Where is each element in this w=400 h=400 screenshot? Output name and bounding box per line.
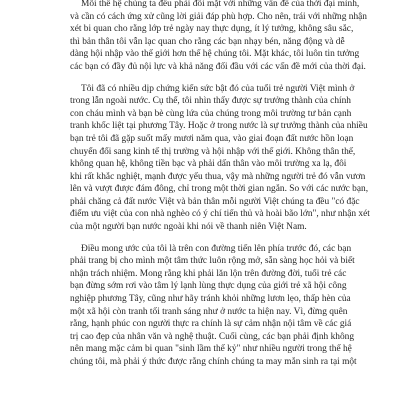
text-line: khi rất khắc nghiệt, mạnh được yếu thua, vậy mà những người trẻ đó vẫn vươn xyxy=(70,171,366,182)
paragraph-3 xyxy=(70,243,357,368)
text-line: dàng hội nhập vào thế giới hơn thế hệ chúng tôi. Mặt khác, tôi luôn tin tưởng xyxy=(70,49,360,60)
text-line: Tôi đã có nhiều dịp chứng kiến sức bật đó của tuổi trẻ người Việt mình ở xyxy=(81,83,355,94)
text-line: một xã hội còn tranh tối tranh sáng như ở nước ta hiện nay. Vì, đừng quên xyxy=(70,306,348,317)
text-line: bạn đừng sớm rơi vào tâm lý lạnh lùng thực dụng của giới trẻ xã hội công xyxy=(70,281,347,292)
text-line: phải trang bị cho mình một tâm thức luôn rộng mở, sẵn sàng học hỏi và biết xyxy=(70,256,355,267)
text-line: chúng tôi, mà phải ý thức được rằng chính chúng ta may mắn sinh ra tại một xyxy=(70,356,357,367)
text-line: chuyển đổi sang kinh tế thị trường và hội nhập với thế giới. Không thân thế, xyxy=(70,146,356,157)
text-line: thì bản thân tôi vẫn lạc quan cho rằng các bạn nhạy bén, năng động và dễ xyxy=(70,36,345,47)
text-line: tranh khốc liệt tại phương Tây. Hoặc ở trong nước là sự trưởng thành của nhiều xyxy=(70,121,368,132)
text-line: xét bi quan cho rằng lớp trẻ ngày nay thực dụng, ít lý tưởng, không sâu sắc, xyxy=(70,24,354,35)
paragraph-1 xyxy=(70,0,367,73)
text-line: nên mang mặc cảm bi quan "sinh lầm thế kỷ" như nhiều người trong thế hệ xyxy=(70,344,352,355)
text-line: Điều mong ước của tôi là trên con đường tiến lên phía trước đó, các bạn xyxy=(81,243,352,254)
text-line: bạn trẻ tôi đã gặp suốt mấy mươi năm qua, vào giai đoạn đất nước hồn loạn xyxy=(70,133,354,144)
text-line: lên và vượt được đám đông, chỉ trong một thời gian ngắn. So với các nước bạn, xyxy=(70,184,369,195)
text-line: điểm ưu việt của con nhà nghèo có ý chí tiến thủ và hoài bão lớn", như nhận xét xyxy=(70,209,370,220)
text-line: trong lẫn ngoài nước. Cụ thể, tôi nhìn thấy được sự trưởng thành của chính xyxy=(70,96,351,107)
text-line: Mỗi thế hệ chúng ta đều phải đối mặt với những vấn đề của thời đại mình, xyxy=(81,0,360,9)
text-line: trị cao đẹp của nhân văn và nghệ thuật. Cuối cùng, các bạn phải định không xyxy=(70,331,355,342)
text-line: của một người bạn nước ngoài khi nói về thanh niên Việt Nam. xyxy=(70,221,307,232)
text-line: không quan hệ, không tiền bạc và phải dấn thân vào môi trường xa lạ, đôi xyxy=(70,159,347,170)
text-line: nhận trách nhiệm. Mong rằng khi phải lăn lộn trên đường đời, tuổi trẻ các xyxy=(70,268,347,279)
text-line: nghiệp phương Tây, cũng như hãy tránh khỏi những lươn lẹo, thấp hèn của xyxy=(70,294,351,305)
text-line: con cháu mình và bạn bè cùng lứa của chúng trong môi trường tư bản cạnh xyxy=(70,108,352,119)
text-column xyxy=(70,0,370,378)
text-line: các bạn có đầy đủ nội lực và khả năng đối đầu với các vấn đề mới của thời đại. xyxy=(70,61,366,72)
text-line: và cần có cách ứng xử cũng lời giải đáp phù hợp. Cho nên, trái với những nhận xyxy=(70,11,367,22)
paragraph-2 xyxy=(70,83,370,234)
text-line: phải chăng cả đất nước Việt và bản thân mỗi người Việt chúng ta đều "có đặc xyxy=(70,196,360,207)
text-line: rằng, hạnh phúc con người thực ra chính là sự cảm nhận nội tâm về các giá xyxy=(70,319,352,330)
